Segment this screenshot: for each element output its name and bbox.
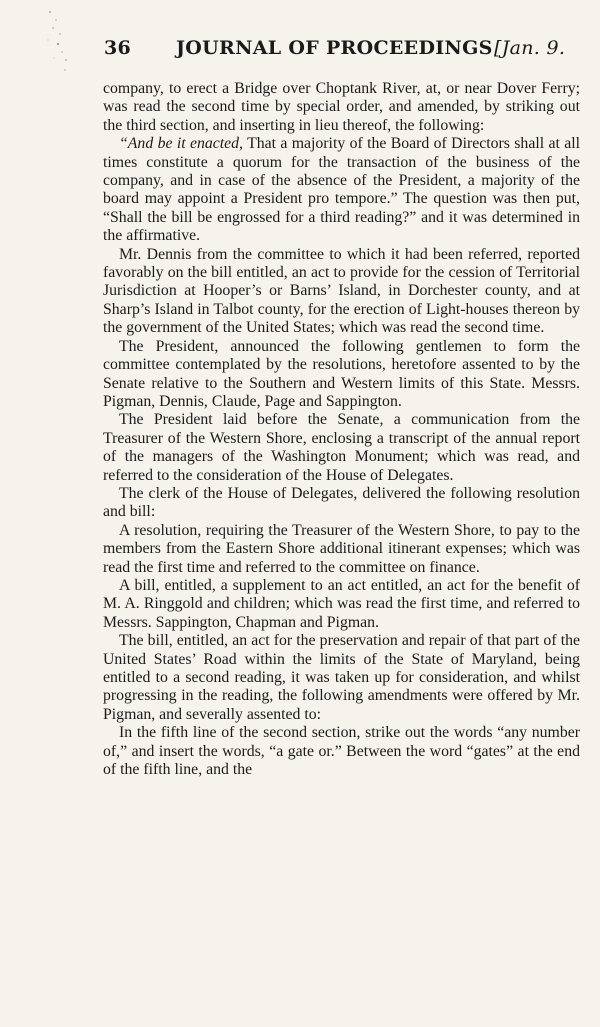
page-header xyxy=(104,37,594,65)
paragraph-3: Mr. Dennis from the committee to which it had been referred, reported favorably on the bill entitled, an act to provide for the cession of Territorial Jurisdiction at Hooper’s or Barns’ Island, in Dorchester county, and at Sharp’s Island in Talbot county, for the erection of Light-houses thereon by the government of the United States; which was read the second time. xyxy=(103,245,580,337)
page-number: 36 xyxy=(104,37,132,59)
enacting-clause: “And be it enacted, xyxy=(119,135,244,153)
journal-title: JOURNAL OF PROCEEDINGS xyxy=(176,37,493,59)
paragraph-2 xyxy=(103,135,580,245)
paragraph-7: A resolution, requiring the Treasurer of the Western Shore, to pay to the members from the Eastern Shore additional itinerant expenses; which was read the first time and referred to the committee on finance. xyxy=(103,521,580,576)
header-date: [Jan. 9. xyxy=(494,37,566,59)
paragraph-2-text: That a majority of the Board of Directors shall at all times constitute a quorum for the transaction of the business of the company, and in case of the absence of the President, a majority of the board may appoint a President pro tempore.” The question was then put, “Shall the bill be engrossed for a third reading?” and it was determined in the affirmative. xyxy=(103,135,580,245)
paragraph-10: In the fifth line of the second section, strike out the words “any number of,” and insert the words, “a gate or.” Between the word “gates” at the end of the fifth line, and the xyxy=(103,724,580,779)
paragraph-6: The clerk of the House of Delegates, delivered the following resolution and bill: xyxy=(103,484,580,521)
paragraph-9: The bill, entitled, an act for the preservation and repair of that part of the United States’ Road within the limits of the State of Maryland, being entitled to a second reading, it was taken up for consideration, and whilst progressing in the reading, the following amendments were offered by Mr. Pigman, and severally assented to: xyxy=(103,632,580,723)
paragraph-8: A bill, entitled, a supplement to an act entitled, an act for the benefit of M. A. Ringgold and children; which was read the first time, and referred to Messrs. Sappington, Chapman and Pigman. xyxy=(103,576,580,631)
paragraph-4: The President, announced the following gentlemen to form the committee contemplated by the resolutions, heretofore assented to by the Senate relative to the Southern and Western limits of this State. Messrs. Pigman, Dennis, Claude, Page and Sappington. xyxy=(103,337,580,410)
page-body xyxy=(103,80,580,779)
paragraph-5: The President laid before the Senate, a communication from the Treasurer of the Western Shore, enclosing a transcript of the annual report of the managers of the Washington Monument; which was read, and referred to the consideration of the House of Delegates. xyxy=(103,411,580,484)
paragraph-1: company, to erect a Bridge over Choptank River, at, or near Dover Ferry; was read the second time by special order, and amended, by striking out the third section, and inserting in lieu thereof, the following: xyxy=(103,80,580,134)
page-speckle-decoration xyxy=(10,0,70,90)
